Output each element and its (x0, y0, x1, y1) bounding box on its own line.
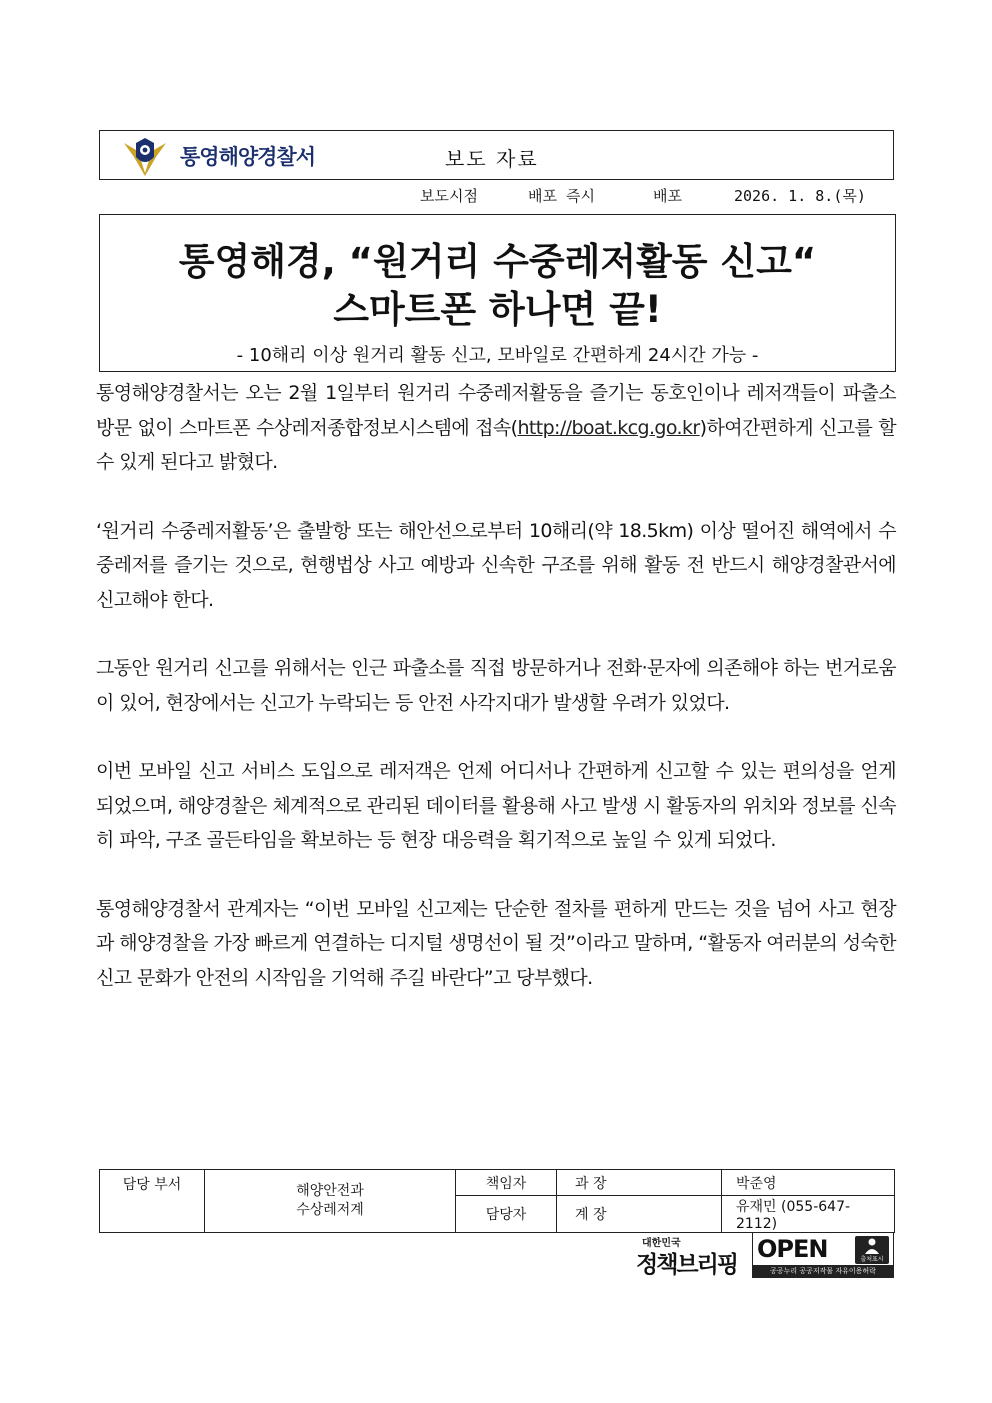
org-name: 통영해양경찰서 (180, 145, 316, 169)
open-caption-bar (753, 1265, 893, 1277)
paragraph-1-text-b: )하여간편하게 신고를 할 수 있게 된다고 밝혔다. (96, 416, 896, 473)
headline-line-1: 통영해경, “원거리 수중레저활동 신고“ (178, 240, 817, 283)
release-timing: 배포 즉시 (528, 187, 595, 205)
role-1: 책임자 (456, 1170, 557, 1196)
title-2: 계 장 (557, 1196, 722, 1233)
release-distribution: 배포 (653, 187, 682, 205)
paragraph-1 (96, 376, 896, 480)
contact-table (99, 1169, 895, 1233)
policy-briefing-logo (636, 1234, 746, 1280)
attribution-badge-icon (855, 1236, 889, 1264)
attribution-badge-text: 출처표시 (860, 1256, 884, 1263)
paragraph-1-text-a: 통영해양경찰서는 오는 2월 1일부터 원거리 수중레저활동을 즐기는 동호인이나 레저객들이 파출소 방문 없이 스마트폰 수상레저종합정보시스템에 접속( (96, 382, 896, 439)
release-label: 보도시점 (420, 187, 478, 205)
dept-name (205, 1170, 456, 1233)
person-icon (855, 1236, 889, 1256)
article-body (96, 376, 896, 1029)
name-2: 유재민 (055-647-2112) (722, 1196, 895, 1233)
name-1: 박준영 (722, 1170, 895, 1196)
headline-line-2: 스마트폰 하나면 끝! (333, 288, 662, 331)
headline-box (99, 214, 896, 372)
dept-line-1: 해양안전과 (296, 1183, 364, 1199)
paragraph-4: 이번 모바일 신고 서비스 도입으로 레저객은 언제 어디서나 간편하게 신고할 수 있는 편의성을 얻게 되었으며, 해양경찰은 체계적으로 관리된 데이터를 활용해 사고 발생 시 활동자의 위치와 정보를 신속히 파악, 구조 골든타임을 확보하는 등 현장 대응력을 획기적으로 높일 수 있게 되었다. (96, 760, 896, 851)
dept-label: 담당 부서 (100, 1170, 205, 1233)
paragraph-2: ‘원거리 수중레저활동’은 출발항 또는 해안선으로부터 10해리(약 18.5km) 이상 떨어진 해역에서 수중레저를 즐기는 것으로, 현행법상 사고 예방과 신속한 구조를 위해 활동 전 반드시 해양경찰관서에 신고해야 한다. (96, 519, 896, 611)
role-2: 담당자 (456, 1196, 557, 1233)
doc-type: 보도 자료 (445, 147, 539, 171)
boat-system-link[interactable]: http://boat.kcg.go.kr (517, 416, 700, 439)
title-1: 과 장 (557, 1170, 722, 1196)
release-date: 2026. 1. 8.(목) (734, 187, 866, 205)
dept-line-2: 수상레저계 (296, 1202, 364, 1218)
paragraph-3: 그동안 원거리 신고를 위해서는 인근 파출소를 직접 방문하거나 전화·문자에 의존해야 하는 번거로움이 있어, 현장에서는 신고가 누락되는 등 안전 사각지대가 발생할 우려가 있었다. (96, 657, 896, 714)
kogl-open-logo (752, 1232, 894, 1278)
press-header (99, 130, 894, 180)
open-caption: 공공누리 공공저작물 자유이용허락 (770, 1267, 876, 1275)
subheadline: - 10해리 이상 원거리 활동 신고, 모바일로 간편하게 24시간 가능 - (236, 345, 759, 366)
open-word: OPEN (757, 1235, 828, 1263)
paragraph-5: 통영해양경찰서 관계자는 “이번 모바일 신고제는 단순한 절차를 편하게 만드는 것을 넘어 사고 현장과 해양경찰을 가장 빠르게 연결하는 디지털 생명선이 될 것”이라고 말하며, “활동자 여러분의 성숙한 신고 문화가 안전의 시작임을 기억해 주길 바란다”고 당부했다. (96, 897, 896, 989)
policy-briefing-text: 정책브리핑 (636, 1252, 738, 1278)
policy-briefing-small: 대한민국 (642, 1238, 681, 1249)
coast-guard-emblem-icon (122, 135, 168, 177)
